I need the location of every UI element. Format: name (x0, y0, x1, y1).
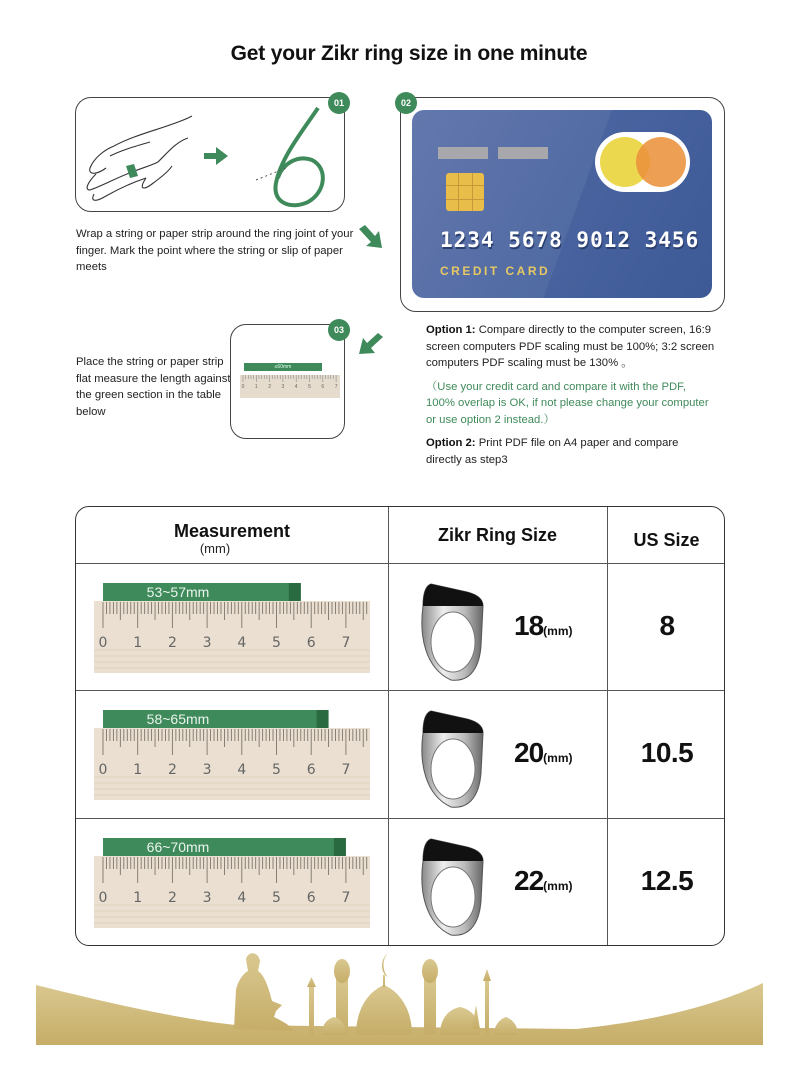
measurement-options (426, 322, 716, 468)
measurement-range-label: 53~57mm (146, 584, 210, 600)
ruler-tick-label: 4 (237, 762, 247, 778)
ruler-tick-label: 7 (341, 762, 351, 778)
main-dome (356, 985, 412, 1035)
hand-wrap-illustration (76, 98, 346, 213)
ruler-tick-label: 5 (272, 635, 281, 651)
step-3-illustration (230, 324, 345, 439)
option-2: Option 2: Print PDF file on A4 paper and compare directly as step3 (426, 437, 679, 466)
ruler-tick-label: 0 (98, 890, 108, 906)
mini-ruler-tick-label: 3 (281, 384, 285, 390)
table-row (76, 691, 725, 818)
ruler-illustration (92, 833, 372, 933)
mini-ruler-tick-label: 6 (321, 384, 325, 390)
header-ring-size: Zikr Ring Size (437, 525, 558, 545)
mini-ruler-tick-label: 2 (268, 384, 271, 390)
mini-ruler-tick-label: 0 (241, 384, 245, 390)
step-badge: 01 (328, 92, 350, 114)
header-us-size: US Size (633, 530, 700, 550)
us-size-value: 10.5 (640, 737, 694, 768)
ruler-tick-label: 5 (272, 890, 281, 906)
praying-person-icon (234, 953, 294, 1031)
arrow-down-right-icon (356, 222, 386, 252)
mini-ruler-label: ≤60mm (274, 364, 292, 370)
zikr-ring-image (411, 831, 501, 941)
ruler-tick-label: 2 (167, 762, 177, 778)
step-1-instructions: Wrap a string or paper strip around the ring joint of your finger. Mark the point where the string or slip of paper meets (76, 228, 354, 273)
ruler-tick-label: 6 (306, 762, 316, 778)
option-1: Option 1: Compare directly to the computer screen, 16:9 screen computers PDF scaling must be 100%; 3:2 screen computers PDF scaling must be 130% 。 (426, 324, 715, 369)
step-badge: 03 (328, 319, 350, 341)
ruler-illustration (92, 578, 372, 678)
measurement-bar (103, 838, 346, 856)
ruler-tick-label: 4 (237, 890, 247, 906)
credit-card-illustration (412, 110, 712, 298)
table-row (76, 564, 725, 691)
header-measurement: Measurement (173, 521, 291, 541)
chip-icon (446, 173, 484, 211)
step-3-instructions: Place the string or paper strip flat measure the length against the green section in the table below (76, 356, 231, 418)
ring-size-value: 18(mm) (514, 610, 573, 641)
ruler-tick-label: 2 (167, 635, 177, 651)
ruler-tick-label: 5 (272, 762, 281, 778)
size-chart-table (75, 506, 725, 946)
ruler-illustration (92, 705, 372, 805)
ruler-tick-label: 4 (237, 635, 247, 651)
card-number: 1234 5678 9012 3456 (440, 228, 700, 252)
ruler-tick-label: 1 (133, 762, 143, 778)
ruler-tick-label: 3 (202, 635, 212, 651)
card-stripe (438, 147, 488, 159)
zikr-ring-image (411, 703, 501, 813)
measurement-range-label: 58~65mm (146, 711, 210, 727)
ruler-tick-label: 7 (341, 890, 351, 906)
mosque-silhouette-decoration (36, 945, 763, 1045)
step-badge: 02 (395, 92, 417, 114)
ruler-tick-label: 0 (98, 762, 108, 778)
ring-size-value: 20(mm) (514, 737, 573, 768)
ruler-tick-label: 7 (341, 635, 351, 651)
arrow-down-left-icon (356, 332, 386, 358)
ruler-tick-label: 3 (202, 890, 212, 906)
mini-ruler-tick-label: 7 (334, 384, 338, 390)
ring-size-value: 22(mm) (514, 865, 573, 896)
crescent-icon (382, 953, 388, 977)
header-measurement-unit: (mm) (199, 541, 231, 556)
mini-ruler-tick-label: 1 (254, 384, 258, 390)
ruler-tick-label: 6 (306, 890, 316, 906)
card-stripe (498, 147, 548, 159)
table-row (76, 819, 725, 946)
option-1-note: （Use your credit card and compare it with the PDF, 100% overlap is OK, if not please change your computer or use option 2 instead.） (426, 380, 709, 426)
page-title: Get your Zikr ring size in one minute (230, 42, 588, 65)
us-size-value: 8 (659, 610, 675, 641)
zikr-ring-image (411, 576, 501, 686)
step-1-illustration (75, 97, 345, 212)
ruler-tick-label: 3 (202, 762, 212, 778)
ruler-tick-label: 1 (133, 890, 143, 906)
us-size-value: 12.5 (640, 865, 694, 896)
ruler-tick-label: 2 (167, 890, 177, 906)
measurement-range-label: 66~70mm (146, 839, 210, 855)
measurement-bar (103, 710, 329, 728)
arrow-right-icon (204, 147, 228, 165)
string-loop-six-icon (256, 108, 323, 205)
card-label: CREDIT CARD (440, 264, 551, 278)
mini-ruler-tick-label: 5 (308, 384, 311, 390)
mini-ruler-tick-label: 4 (294, 384, 298, 390)
ruler-tick-label: 6 (306, 635, 316, 651)
ruler-tick-label: 0 (98, 635, 108, 651)
mini-ruler-illustration (231, 325, 346, 440)
ruler-tick-label: 1 (133, 635, 143, 651)
